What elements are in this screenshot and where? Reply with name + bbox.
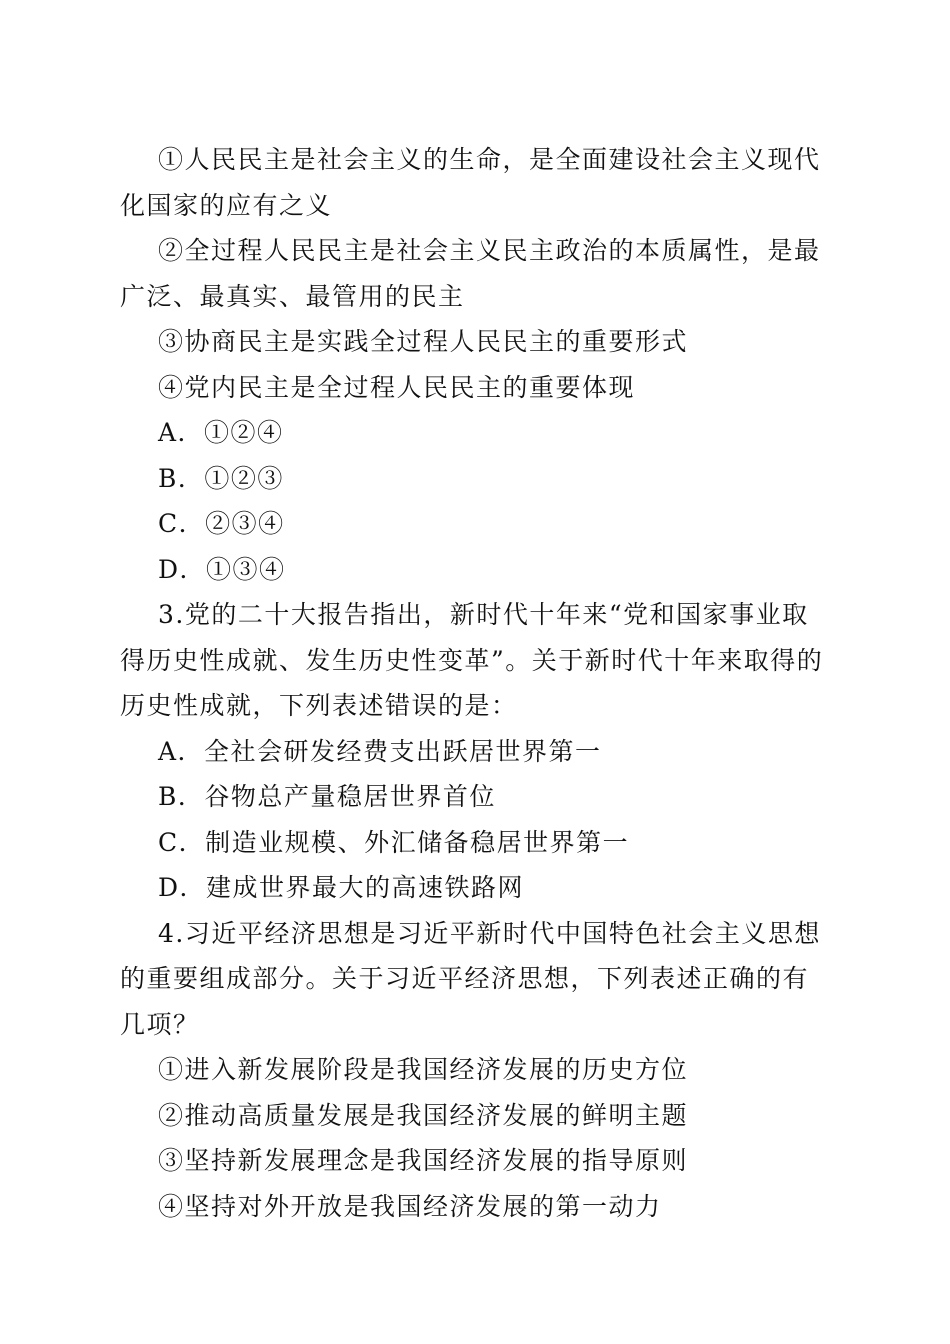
q3-option-d: D．建成世界最大的高速铁路网 bbox=[158, 873, 525, 902]
document-body bbox=[120, 137, 828, 1229]
q3-option-b: B．谷物总产量稳居世界首位 bbox=[158, 782, 496, 811]
q4-stem: 4.习近平经济思想是习近平新时代中国特色社会主义思想的重要组成部分。关于习近平经济思想，下列表述正确的有几项？ bbox=[120, 918, 821, 1039]
q4-statement-4: ④坚持对外开放是我国经济发展的第一动力 bbox=[158, 1191, 662, 1221]
q3-option-c: C．制造业规模、外汇储备稳居世界第一 bbox=[158, 827, 630, 857]
q2-statement-1: ①人民民主是社会主义的生命，是全面建设社会主义现代化国家的应有之义 bbox=[120, 145, 821, 220]
q2-statement-2: ②全过程人民民主是社会主义民主政治的本质属性，是最广泛、最真实、最管用的民主 bbox=[120, 236, 821, 311]
q2-option-a: A．①②④ bbox=[158, 418, 284, 447]
q3-option-a: A．全社会研发经费支出跃居世界第一 bbox=[158, 736, 602, 766]
q2-statement-3: ③协商民主是实践全过程人民民主的重要形式 bbox=[158, 327, 689, 356]
q2-option-b: B．①②③ bbox=[158, 463, 284, 493]
q2-option-d: D．①③④ bbox=[158, 554, 286, 584]
q4-statement-3: ③坚持新发展理念是我国经济发展的指导原则 bbox=[158, 1146, 689, 1175]
q2-statement-4: ④党内民主是全过程人民民主的重要体现 bbox=[158, 372, 636, 402]
q2-option-c: C．②③④ bbox=[158, 509, 285, 538]
q4-statement-2: ②推动高质量发展是我国经济发展的鲜明主题 bbox=[158, 1100, 689, 1130]
q4-statement-1: ①进入新发展阶段是我国经济发展的历史方位 bbox=[158, 1055, 689, 1084]
q3-stem: 3.党的二十大报告指出，新时代十年来“党和国家事业取得历史性成就、发生历史性变革”。关于新时代十年来取得的历史性成就，下列表述错误的是： bbox=[120, 600, 824, 720]
